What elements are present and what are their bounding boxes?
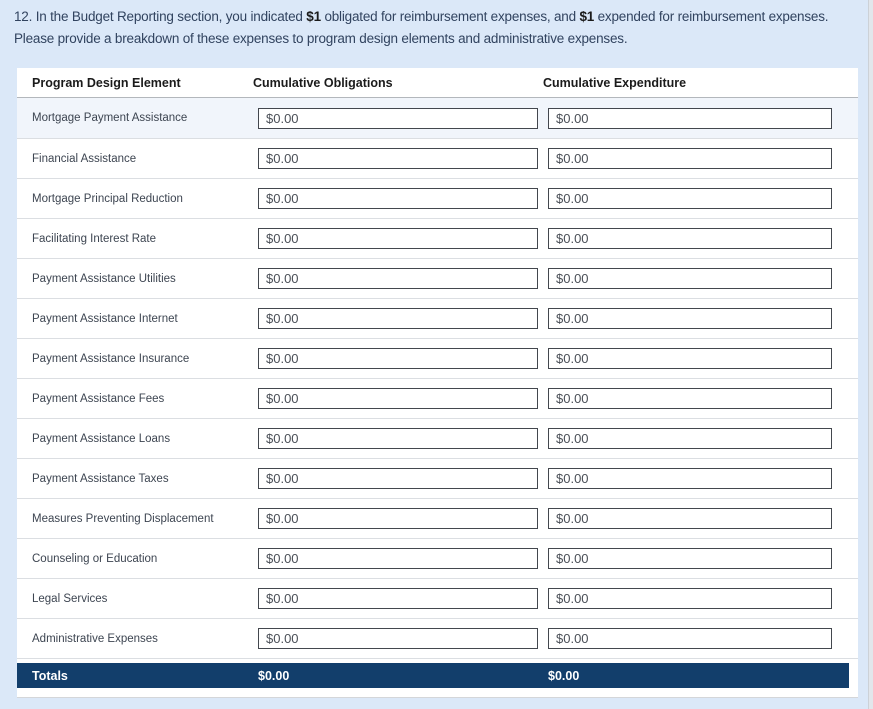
expenditure-cell	[543, 108, 858, 129]
table-row	[17, 218, 858, 258]
table-row	[17, 498, 858, 538]
obligations-input[interactable]	[258, 548, 538, 569]
expenditure-cell	[543, 628, 858, 649]
obligations-input[interactable]	[258, 188, 538, 209]
obligations-cell	[253, 308, 543, 329]
expenditure-input[interactable]	[548, 388, 832, 409]
header-cumulative-expenditure: Cumulative Expenditure	[543, 75, 687, 90]
expenditure-input[interactable]	[548, 308, 832, 329]
obligations-cell	[253, 148, 543, 169]
obligations-input[interactable]	[258, 388, 538, 409]
obligations-cell	[253, 628, 543, 649]
totals-row	[17, 663, 849, 688]
expenditure-input[interactable]	[548, 348, 832, 369]
table-row	[17, 138, 858, 178]
expenditure-input[interactable]	[548, 148, 832, 169]
expenditure-input[interactable]	[548, 188, 832, 209]
expenditure-input[interactable]	[548, 508, 832, 529]
totals-expenditure: $0.00	[548, 668, 580, 683]
obligations-cell	[253, 108, 543, 129]
expenditure-cell	[543, 268, 858, 289]
question-part: expended for reimbursement expenses.	[594, 9, 829, 24]
obligations-input[interactable]	[258, 468, 538, 489]
obligations-cell	[253, 388, 543, 409]
expenditure-cell	[543, 428, 858, 449]
row-label: Payment Assistance Utilities	[32, 272, 176, 285]
row-label: Administrative Expenses	[32, 632, 158, 645]
amount-obligated: $1	[306, 9, 321, 24]
row-label: Financial Assistance	[32, 152, 137, 165]
budget-breakdown-table	[17, 68, 858, 698]
obligations-cell	[253, 468, 543, 489]
obligations-input[interactable]	[258, 348, 538, 369]
expenditure-input[interactable]	[548, 428, 832, 449]
obligations-cell	[253, 508, 543, 529]
obligations-input[interactable]	[258, 228, 538, 249]
expenditure-input[interactable]	[548, 628, 832, 649]
table-row	[17, 258, 858, 298]
table-row	[17, 418, 858, 458]
page-scrollbar[interactable]	[868, 0, 873, 709]
expenditure-cell	[543, 508, 858, 529]
table-row	[17, 538, 858, 578]
expenditure-cell	[543, 148, 858, 169]
question-line2: Please provide a breakdown of these expenses to program design elements and administrative expenses.	[14, 31, 628, 46]
row-label: Payment Assistance Internet	[32, 312, 178, 325]
obligations-cell	[253, 228, 543, 249]
obligations-input[interactable]	[258, 588, 538, 609]
table-row	[17, 578, 858, 618]
row-label: Payment Assistance Taxes	[32, 472, 169, 485]
expenditure-input[interactable]	[548, 108, 832, 129]
expenditure-cell	[543, 548, 858, 569]
expenditure-cell	[543, 188, 858, 209]
obligations-cell	[253, 428, 543, 449]
table-row	[17, 298, 858, 338]
row-label: Payment Assistance Insurance	[32, 352, 190, 365]
table-body	[17, 98, 858, 659]
table-row	[17, 178, 858, 218]
expenditure-input[interactable]	[548, 548, 832, 569]
obligations-input[interactable]	[258, 268, 538, 289]
expenditure-cell	[543, 468, 858, 489]
row-label: Mortgage Principal Reduction	[32, 192, 183, 205]
row-label: Payment Assistance Loans	[32, 432, 171, 445]
row-label: Legal Services	[32, 592, 108, 605]
header-program-design-element: Program Design Element	[32, 75, 181, 90]
table-row	[17, 378, 858, 418]
totals-label: Totals	[32, 668, 68, 683]
expenditure-cell	[543, 228, 858, 249]
question-part: obligated for reimbursement expenses, and	[320, 9, 580, 24]
table-row	[17, 458, 858, 498]
table-header-row	[17, 68, 858, 98]
question-text	[14, 6, 828, 50]
row-label: Mortgage Payment Assistance	[32, 112, 188, 124]
obligations-input[interactable]	[258, 428, 538, 449]
obligations-input[interactable]	[258, 628, 538, 649]
expenditure-input[interactable]	[548, 588, 832, 609]
obligations-cell	[253, 268, 543, 289]
obligations-cell	[253, 588, 543, 609]
obligations-input[interactable]	[258, 508, 538, 529]
obligations-input[interactable]	[258, 148, 538, 169]
expenditure-input[interactable]	[548, 268, 832, 289]
expenditure-input[interactable]	[548, 228, 832, 249]
expenditure-input[interactable]	[548, 468, 832, 489]
row-label: Counseling or Education	[32, 552, 158, 565]
amount-expended: $1	[579, 9, 595, 24]
obligations-cell	[253, 548, 543, 569]
table-row	[17, 98, 858, 138]
obligations-input[interactable]	[258, 308, 538, 329]
row-label: Payment Assistance Fees	[32, 392, 165, 405]
expenditure-cell	[543, 388, 858, 409]
obligations-cell	[253, 188, 543, 209]
row-label: Measures Preventing Displacement	[32, 512, 214, 525]
expenditure-cell	[543, 308, 858, 329]
obligations-cell	[253, 348, 543, 369]
totals-obligations: $0.00	[258, 668, 290, 683]
header-cumulative-obligations: Cumulative Obligations	[253, 75, 393, 90]
expenditure-cell	[543, 588, 858, 609]
expenditure-cell	[543, 348, 858, 369]
row-label: Facilitating Interest Rate	[32, 232, 157, 245]
table-row	[17, 338, 858, 378]
table-row	[17, 618, 858, 658]
obligations-input[interactable]	[258, 108, 538, 129]
question-part: 12. In the Budget Reporting section, you indicated	[14, 9, 307, 24]
